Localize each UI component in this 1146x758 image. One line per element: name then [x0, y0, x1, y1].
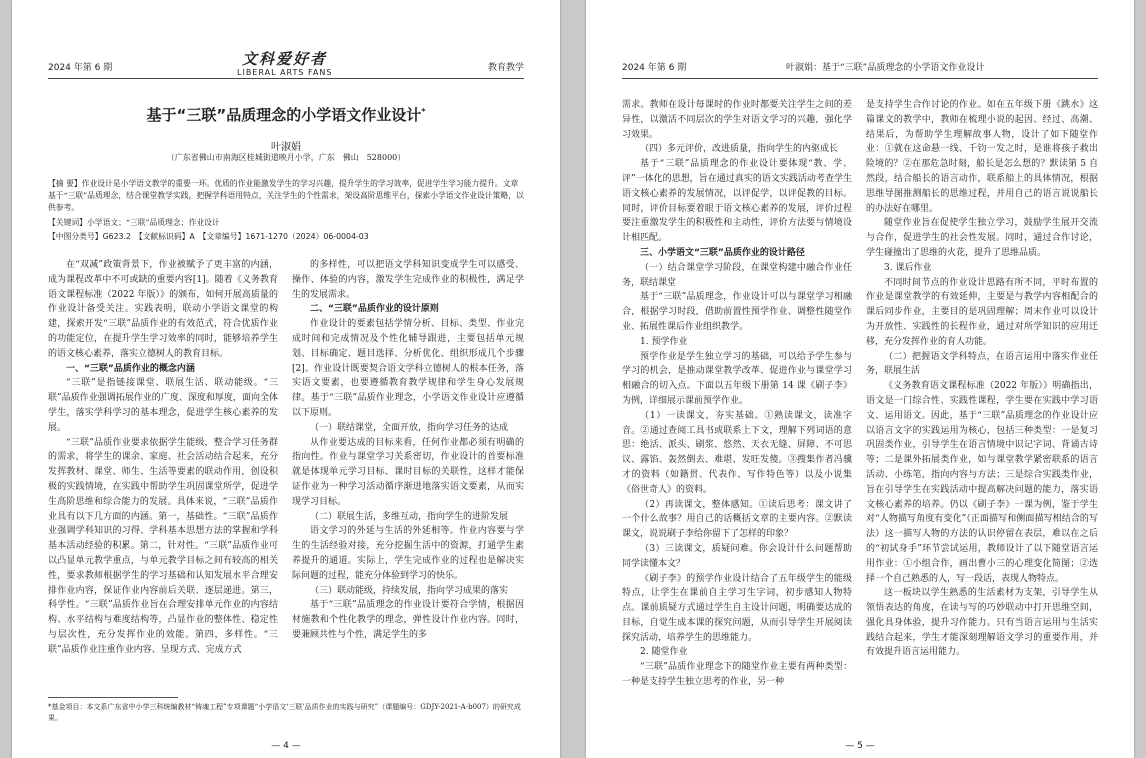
header-issue: 2024 年第 6 期	[622, 63, 687, 73]
body-paragraph: 在“双减”政策背景下，作业被赋予了更丰富的内涵，成为课程改革中不可或缺的重要内容[1]。随着《义务教育语文课程标准（2022 年版）》的颁布，如何开展高质量的作业设计备受关注。实践表明，联动小学语文课堂的构建，探索开发“三联”品质作业的有效范式，符合优质作业的功能定位，在提升学生学习效率的同时，能够培养学生的语文核心素养，落实立德树人的教育目标。	[48, 260, 278, 359]
section-heading: 二、“三联”品质作业的设计原则	[310, 304, 439, 315]
body-paragraph: 从作业要达成的目标来看，任何作业都必须有明确的指向性。作业与课堂学习关系密切，作业设计的首要标准就是体现单元学习目标、课时目标的关联性，这样才能保证作业为一种学习活动循序渐进地落实语文要素，从而实现学习目标。	[292, 437, 524, 507]
body-paragraph: 《义务教育语文课程标准（2022 年版）》明确指出，语文是一门综合性、实践性课程，学生要在实践中学习语文、运用语文。因此，基于“三联”品质理念的作业设计应以语言文字的实践运用为核心，包括三种类型：一是复习巩固类作业，引导学生在语言情境中识记字词、背诵古诗等；二是课外拓展类作业，如与课堂教学紧密联系的语言活动、小练笔，指向内容与方法；三是综合实践类作业，旨在引导学生在实践活动中提高解决问题的能力，落实语文核心素养的培养。仍以《刷子李》一课为例，鉴于学生对“人物描写角度有变化”（正面描写和侧面描写相结合的写法）这一描写人物的方法的认识停留在表层，难以在之后的“初试身手”环节尝试运用，教师设计了以下随堂语言运用作业：①小组合作，画出曹小三的心理变化简图；②选择一个自己熟悉的人，写一段话，表现人物特点。	[866, 381, 1098, 584]
body-paragraph: （二）把握语文学科特点，在语言运用中落实作业任务，联展生活	[866, 351, 1098, 377]
right-column-1	[622, 98, 852, 734]
body-paragraph: 基于“三联”品质理念的作业设计要体现“教、学、评”一体化的思想，旨在通过真实的语文实践活动考查学生语文核心素养的发展情况，以评促学，以评促教的目标。同时，评价目标要着眼于语文核心素养的发展，评价过程要注重激发学生的积极性和主动性，评价方法要与情境设计相匹配。	[622, 159, 852, 244]
header-article-title: 叶淑娟：基于“三联”品质理念的小学语文作业设计	[786, 63, 985, 73]
left-column-1	[48, 258, 278, 692]
footnote-rule	[48, 697, 178, 698]
body-paragraph: 基于“三联”品质理念，作业设计可以与课堂学习相融合，根据学习时段，借助前置性预学作业、调整性随堂作业、拓展性课后作业组织教学。	[622, 292, 852, 332]
body-paragraph: 3. 课后作业	[884, 262, 932, 273]
page-number: — 4 —	[271, 741, 301, 751]
body-paragraph: 1. 预学作业	[640, 336, 688, 347]
body-paragraph: 的多样性，可以把语文学科知识变成学生可以感受、操作、体验的内容，激发学生完成作业的积极性，满足学生的发展需求。	[292, 260, 524, 300]
body-paragraph: （三）联动能级，持续发展，指向学习成果的落实	[310, 585, 509, 596]
header-section: 教育教学	[487, 63, 524, 73]
body-paragraph: 是支持学生合作讨论的作业。如在五年级下册《跳水》这篇课文的教学中，教师在梳理小说的起因、经过、高潮、结果后，为帮助学生理解故事人物，设计了如下随堂作业：①就在这命悬一线、千钧一发之时，是谁将孩子救出险境的？②在那危急时刻，船长是怎么想的？默读第 5 自然段，结合船长的语言动作，联系船上的具体情况，根据思维导图推测船长的思维过程，并用自己的语言说说船长的办法好在哪里。	[866, 100, 1098, 214]
body-paragraph: 这一板块以学生熟悉的生活素材为支架，引导学生从领悟表达的角度，在读与写的巧妙联动中打开思维空间，强化具身体验，提升习作能力。只有当语言运用与生活实践结合起来，学生才能深刻理解语文学习的重要作用，并有效提升语言运用能力。	[866, 588, 1098, 658]
body-paragraph: 预学作业是学生独立学习的基础，可以给予学生参与学习的机会，是推动课堂教学改革、促进作业与课堂学习相融合的切入点。下面以五年级下册第 14 课《刷子李》为例，详细展示课前预学作业。	[622, 351, 852, 406]
header-rule	[48, 78, 524, 79]
body-paragraph: （二）联展生活，多维互动，指向学生的进阶发展	[310, 511, 509, 522]
title-footnote-mark: *	[421, 107, 426, 116]
page-right	[586, 0, 1134, 758]
left-column-2	[292, 258, 524, 692]
section-heading: 一、“三联”品质作业的概念内涵	[66, 363, 195, 374]
body-paragraph: 《刷子李》的预学作业设计结合了五年级学生的能级特点，让学生在课前自主学习生字词，初步感知人物特点。课前质疑方式通过学生自主设计问题，明确要达成的目标，自觉生成本课的探究问题，从而引导学生开展阅读探究活动，培养学生的思维能力。	[622, 573, 852, 643]
body-paragraph: 需求。教师在设计每课时的作业时都要关注学生之间的差异性，以激活不同层次的学生对语文学习的兴趣，强化学习效果。	[622, 100, 852, 140]
body-paragraph: 基于“三联”品质理念的作业设计要符合学情，根据因材施教和个性化教学的理念，弹性设计作业内容。同时，要兼顾共性与个性，满足学生的多	[292, 600, 524, 640]
body-paragraph: “三联”品质作业要求依据学生能级，整合学习任务群的需求，将学生的课余、家庭、社会活动结合起来，充分发挥教材、课堂、师生、生活等要素的联动作用，创设积极的实践情境，在实践中帮助学生巩固课堂所学，促进学生高阶思维和综合能力的发展。具体来说，“三联”品质作业具有以下几方面的内涵。第一，基础性。“三联”品质作业强调学科知识的习得、学科基本思想方法的掌握和学科基本活动经验的积累。第二，针对性。“三联”品质作业可以凸显单元教学重点，与单元教学目标之间有较高的相关性，要求教师根据学生的学习基础和认知发展水平合理安排作业内容，保证作业内容前后关联、逐层递进。第三，科学性。“三联”品质作业旨在合理安排单元作业的内容结构、水平结构与难度结构等，凸显作业的整体性、稳定性与层次性，充分发挥作业的效能。第四，多样性。“三联”品质作业注重作业内容、呈现方式、完成方式	[48, 437, 278, 655]
body-paragraph: （一）联结课堂，全面开放，指向学习任务的达成	[310, 422, 509, 433]
header-rule	[622, 78, 1098, 79]
article-title-text: 基于“三联”品质理念的小学语文作业设计	[146, 106, 422, 124]
body-paragraph: 作业设计的要素包括学情分析、目标、类型、作业完成时间和完成情况及个性化辅导跟进，主要包括单元规划、目标确定、题目选择、分析优化、组织形成几个步骤[2]。作业设计既要契合语文学科立德树人的根本任务，落实语文要素，也要遵循教育教学规律和学生身心发展规律。基于“三联”品质作业理念，小学语文作业设计应遵循以下原则。	[292, 319, 524, 418]
body-paragraph: 2. 随堂作业	[640, 647, 688, 658]
journal-logo: 文科爱好者	[242, 50, 328, 68]
body-paragraph: 不同时间节点的作业设计思路有所不同，平时布置的作业是课堂教学的有效延伸，主要是与教学内容相配合的课后同步作业，主要目的是巩固理解；周末作业可以设计为开放性、实践性的长程作业，通过对所学知识的应用迁移，充分发挥作业的育人功能。	[866, 277, 1098, 347]
author-affiliation: （广东省佛山市南海区桂城街道映月小学，广东 佛山 528000）	[166, 153, 406, 162]
page-number: — 5 —	[845, 741, 875, 751]
body-paragraph: （四）多元评价，改进质量，指向学生的内驱成长	[640, 144, 839, 155]
header-issue: 2024 年第 6 期	[48, 63, 113, 73]
journal-logo-subtitle: LIBERAL ARTS FANS	[237, 68, 333, 77]
section-heading: 三、小学语文“三联”品质作业的设计路径	[640, 247, 805, 258]
body-paragraph: （3）三读课文，质疑问难。你会设计什么问题帮助同学读懂本文？	[622, 543, 852, 569]
author-name: 叶淑娟	[271, 142, 301, 153]
article-title	[12, 104, 560, 125]
classification: 【中图分类号】G623.2 【文献标识码】A 【文章编号】1671-1270（2024）06-0004-03	[48, 232, 369, 241]
body-paragraph: 随堂作业旨在促使学生独立学习，鼓励学生展开交流与合作，促进学生的社会性发展。同时，通过合作讨论，学生碰撞出了思维的火花，提升了思维品质。	[866, 218, 1098, 258]
body-paragraph: “三联”是指链接课堂、联展生活、联动能级。“三联”品质作业强调拓展作业的广度、深度和厚度，面向全体学生，落实学科学习的基本理念，促进学生核心素养的发展。	[48, 378, 278, 433]
body-paragraph: 语文学习的外延与生活的外延相等。作业内容要与学生的生活经验对接，充分挖掘生活中的资源，打通学生素养提升的通道。实际上，学生完成作业的过程也是解决实际问题的过程，能充分体验到学习的快乐。	[292, 526, 524, 581]
right-column-2	[866, 98, 1098, 734]
abstract: 【摘 要】作业设计是小学语文教学的重要一环。优质的作业能激发学生的学习兴趣，提升学生的学习效率，促进学生学习能力提升。文章基于“三联”品质理念，结合课堂教学实践，把握学科语用特点，关注学生的个性需求，架设高阶思维平台，探索小学语文作业设计策略，以供参考。	[48, 179, 524, 212]
keywords: 【关键词】小学语文；“三联”品质理念；作业设计	[48, 218, 220, 227]
page-left	[12, 0, 560, 758]
footnote: *基金项目：本文系广东省中小学三科统编教材“铸魂工程”专项课题“小学语文‘三联’品质作业的实践与研究”（课题编号：GDJY-2021-A-b007）的研究成果。	[48, 703, 521, 722]
body-paragraph: （2）再读课文，整体感知。①读后思考：课文讲了一个什么故事？用自己的话概括文章的主要内容。②默读课文，说说刷子李给你留下了怎样的印象？	[622, 499, 852, 540]
body-paragraph: （一）结合课堂学习阶段，在课堂构建中融合作业任务，联结课堂	[622, 262, 852, 288]
body-paragraph: “三联”品质作业理念下的随堂作业主要有两种类型：一种是支持学生独立思考的作业，另一种	[622, 662, 852, 688]
body-paragraph: （1）一读课文，夯实基础。①熟读课文，读准字音。②通过查阅工具书或联系上下文，理解下列词语的意思：绝活、派头、刷浆、悠然、天衣无缝、屏障、不可思议、露馅、轰然倒去、难堪、发旺发傻。③搜集作者冯骥才的资料（如籍贯、代表作、写作特色等）以及小说集《俗世奇人》的资料。	[622, 410, 852, 495]
